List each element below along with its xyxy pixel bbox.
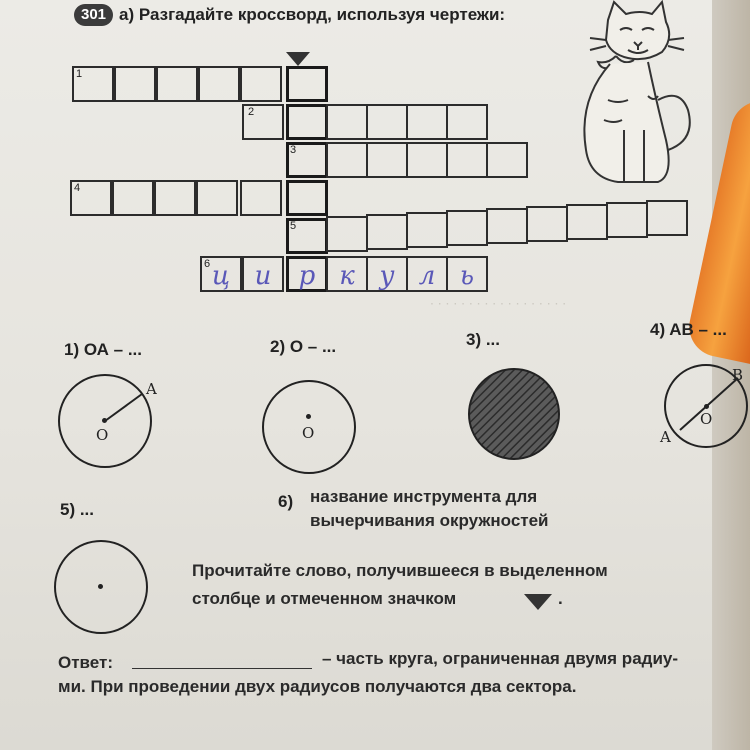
task-title: а) Разгадайте кроссворд, используя чертежи: xyxy=(119,5,506,24)
cw-cell[interactable] xyxy=(446,104,488,140)
instruction-line-1: Прочитайте слово, получившееся в выделенном xyxy=(192,561,608,580)
point-o-label: O xyxy=(96,426,109,444)
cw-cell[interactable] xyxy=(606,202,648,238)
cw-cell[interactable] xyxy=(406,104,448,140)
handwritten-letter: и xyxy=(254,261,272,291)
handwritten-letter: у xyxy=(379,261,395,291)
cw-number-1: 1 xyxy=(76,68,83,80)
cw-cell[interactable] xyxy=(114,66,156,102)
point-o-label: O xyxy=(700,410,713,428)
show-through-text: . . . . . . . . . . . . . . . . . . xyxy=(430,300,567,316)
cw-number-6: 6 xyxy=(204,258,211,270)
cw-cell[interactable] xyxy=(646,200,688,236)
cw-number-3: 3 xyxy=(290,144,297,156)
clue-1: 1) ОА – ... xyxy=(64,340,142,359)
cw-cell[interactable] xyxy=(406,142,448,178)
point-a-label: A xyxy=(660,428,671,446)
cw-cell-highlighted[interactable] xyxy=(286,180,328,216)
clue-6-line-2: вычерчивания окружностей xyxy=(310,511,549,530)
cw-cell[interactable] xyxy=(326,104,368,140)
clue-5: 5) ... xyxy=(60,500,95,519)
cw-cell[interactable] xyxy=(366,214,408,250)
clue-4: 4) AB – ... xyxy=(650,320,727,339)
cw-cell[interactable] xyxy=(240,66,282,102)
center-dot xyxy=(306,414,311,419)
point-b-label: B xyxy=(732,366,744,384)
cw-cell[interactable] xyxy=(446,142,488,178)
cw-cell[interactable] xyxy=(326,142,368,178)
cw-cell[interactable] xyxy=(112,180,154,216)
cw-cell[interactable] xyxy=(366,104,408,140)
answer-label: Ответ: xyxy=(58,653,113,672)
cw-cell[interactable] xyxy=(154,180,196,216)
cw-cell[interactable] xyxy=(486,142,528,178)
task-number-badge: 301 xyxy=(74,4,113,26)
cw-number-2: 2 xyxy=(248,106,255,118)
handwritten-letter: к xyxy=(339,261,355,291)
cw-cell-highlighted[interactable] xyxy=(286,66,328,102)
cw-cell[interactable] xyxy=(156,66,198,102)
cw-cell[interactable] xyxy=(446,210,488,246)
handwritten-letter: л xyxy=(418,261,436,291)
cw-cell[interactable] xyxy=(406,212,448,248)
point-o-label: O xyxy=(302,424,315,442)
clue-3: 3) ... xyxy=(466,330,501,349)
cw-cell[interactable] xyxy=(366,142,408,178)
answer-blank[interactable] xyxy=(132,668,312,669)
cw-cell[interactable] xyxy=(196,180,238,216)
clue-6-number: 6) xyxy=(278,492,294,511)
task-header xyxy=(74,4,505,26)
cat-illustration xyxy=(548,0,698,190)
handwritten-letter: ь xyxy=(459,261,475,291)
center-dot xyxy=(102,418,107,423)
answer-tail: – часть круга, ограниченная двумя радиу- xyxy=(322,649,679,668)
marker-icon xyxy=(524,594,552,610)
answer-line-2: ми. При проведении двух радиусов получаются два сектора. xyxy=(58,677,577,696)
cw-number-5: 5 xyxy=(290,220,297,232)
cw-cell[interactable] xyxy=(198,66,240,102)
cw-cell-highlighted[interactable] xyxy=(286,104,328,140)
column-marker-icon xyxy=(286,52,310,66)
instruction-line-2: столбце и отмеченном значком xyxy=(192,589,457,608)
handwritten-letter: р xyxy=(298,261,316,291)
clue-2: 2) О – ... xyxy=(270,337,337,356)
cw-cell[interactable] xyxy=(526,206,568,242)
point-a-label: A xyxy=(146,380,157,398)
handwritten-letter: ц xyxy=(211,261,231,291)
cw-cell[interactable] xyxy=(566,204,608,240)
cw-cell[interactable] xyxy=(240,180,282,216)
center-dot xyxy=(98,584,103,589)
cw-cell[interactable] xyxy=(326,216,368,252)
instruction-end: . xyxy=(558,589,563,608)
clue-6-line-1: название инструмента для xyxy=(310,487,538,506)
cw-number-4: 4 xyxy=(74,182,81,194)
hatched-disk-figure xyxy=(466,366,562,462)
cw-cell[interactable] xyxy=(486,208,528,244)
center-dot xyxy=(704,404,709,409)
